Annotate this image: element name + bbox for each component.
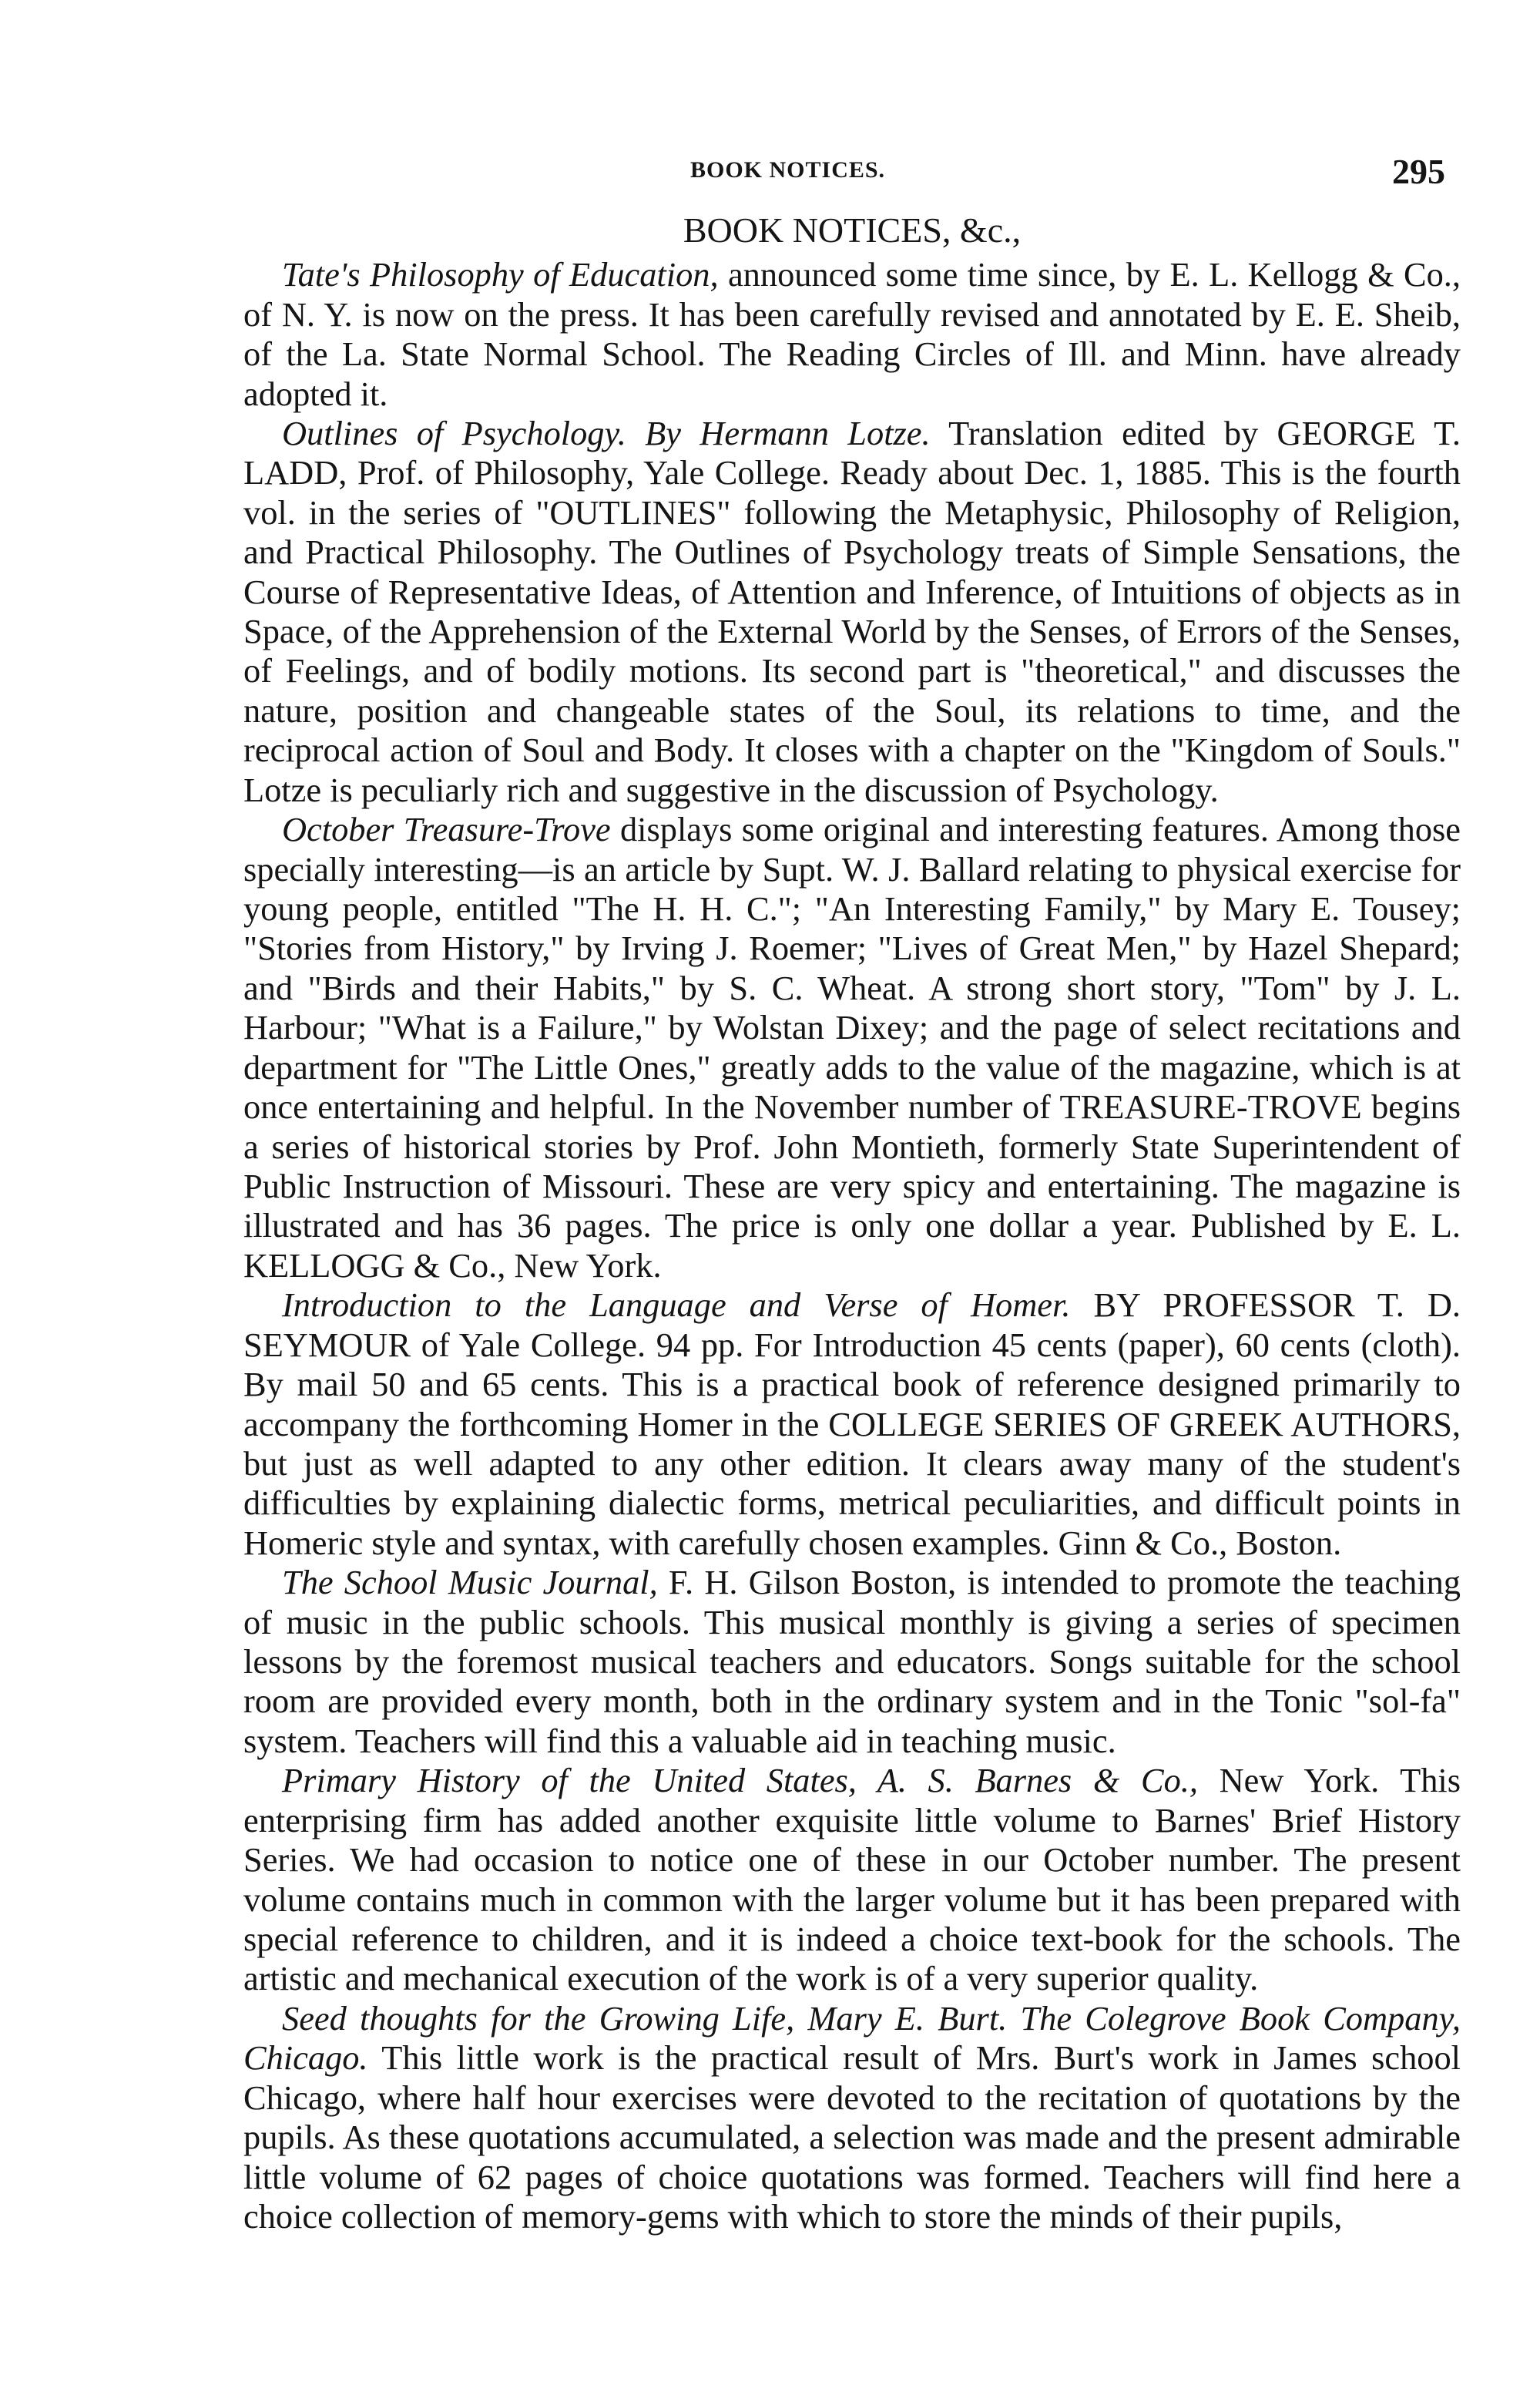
notice-title: Primary History of the United States, A. S. Barnes & Co., xyxy=(282,1761,1198,1800)
notice-title: Tate's Philosophy of Education, xyxy=(282,255,719,294)
notice-title: Seed thoughts for the Growing Life, Mary E. Burt. The Colegrove Book Company, Chicago. xyxy=(243,1998,1461,2078)
notice-body: displays some original and interesting features. Among those specially interesting—is an article by Supt. W. J. Ballard relating to physical exercise for young people, entitled "The H. H. C."; "An Interesting Family," by Mary E. Tousey; "Stories from History," by Irving J. Roemer; "Lives of Great Men," by Hazel Shepard; and "Birds and their Habits," by S. C. Wheat. A strong short story, "Tom" by J. L. Harbour; "What is a Failure," by Wolstan Dixey; and the page of select recitations and department for "The Little Ones," greatly adds to the value of the magazine, which is at once entertaining and helpful. In the November number of TREASURE-TROVE begins a series of historical stories by Prof. John Montieth, formerly State Superintendent of Public Instruction of Missouri. These are very spicy and entertaining. The magazine is illustrated and has 36 pages. The price is only one dollar a year. Published by E. L. KELLOGG & Co., New York. xyxy=(243,810,1461,1285)
notice-body: BY PROFESSOR T. D. SEYMOUR of Yale College. 94 pp. For Introduction 45 cents (paper), 60 cents (cloth). By mail 50 and 65 cents. This is a practical book of reference designed primarily to accompany the forthcoming Homer in the COLLEGE SERIES OF GREEK AUTHORS, but just as well adapted to any other edition. It clears away many of the student's difficulties by explaining dialectic forms, metrical peculiarities, and difficult points in Homeric style and syntax, with carefully chosen examples. Ginn & Co., Boston. xyxy=(243,1285,1461,1562)
notice-title: The School Music Journal, xyxy=(282,1563,658,1602)
running-head: BOOK NOTICES. xyxy=(690,157,886,183)
notice-title: October Treasure-Trove xyxy=(282,810,611,849)
notice-seed-thoughts xyxy=(243,1999,1461,2237)
notice-body: F. H. Gilson Boston, is intended to promote the teaching of music in the public schools. This musical monthly is giving a series of specimen lessons by the foremost musical teachers and educators. Songs suitable for the school room are provided every month, both in the ordinary system and in the Tonic "sol-fa" system. Teachers will find this a valuable aid in teaching music. xyxy=(243,1563,1461,1760)
notice-lotze xyxy=(243,414,1461,810)
page-header xyxy=(243,151,1461,197)
page-number: 295 xyxy=(1392,152,1445,191)
notice-primary-history xyxy=(243,1761,1461,1999)
notice-body: This little work is the practical result of Mrs. Burt's work in James school Chicago, where half hour exercises were devoted to the recitation of quotations by the pupils. As these quotations accumulated, a selection was made and the present admirable little volume of 62 pages of choice quotations was formed. Teachers will find here a choice collection of memory-gems with which to store the minds of their pupils, xyxy=(243,2038,1461,2236)
page-content xyxy=(243,210,1461,2236)
notice-tate xyxy=(243,255,1461,414)
notice-homer xyxy=(243,1285,1461,1563)
notice-body: New York. This enterprising firm has added another exquisite little volume to Barnes' Brief History Series. We had occasion to notice one of these in our October number. The present volume contains much in common with the larger volume but it has been prepared with special reference to children, and it is indeed a choice text-book for the schools. The artistic and mechanical execution of the work is of a very superior quality. xyxy=(243,1761,1461,1998)
notice-treasure-trove xyxy=(243,810,1461,1285)
notice-school-music xyxy=(243,1563,1461,1761)
notice-title: Outlines of Psychology. By Hermann Lotze. xyxy=(282,413,931,452)
notice-body: Translation edited by GEORGE T. LADD, Prof. of Philosophy, Yale College. Ready about Dec. 1, 1885. This is the fourth vol. in the series of "OUTLINES" following the Metaphysic, Philosophy of Religion, and Practical Philosophy. The Outlines of Psychology treats of Simple Sensations, the Course of Representative Ideas, of Attention and Inference, of Intuitions of objects as in Space, of the Apprehension of the External World by the Senses, of Errors of the Senses, of Feelings, and of bodily motions. Its second part is "theoretical," and discusses the nature, position and changeable states of the Soul, its relations to time, and the reciprocal action of Soul and Body. It closes with a chapter on the "Kingdom of Souls." Lotze is peculiarly rich and suggestive in the discussion of Psychology. xyxy=(243,413,1461,809)
notice-title: Introduction to the Language and Verse of Homer. xyxy=(282,1285,1071,1325)
notice-body: announced some time since, by E. L. Kellogg & Co., of N. Y. is now on the press. It has been carefully revised and annotated by E. E. Sheib, of the La. State Normal School. The Reading Circles of Ill. and Minn. have already adopted it. xyxy=(243,255,1461,413)
section-title: BOOK NOTICES, &c., xyxy=(683,210,1022,250)
